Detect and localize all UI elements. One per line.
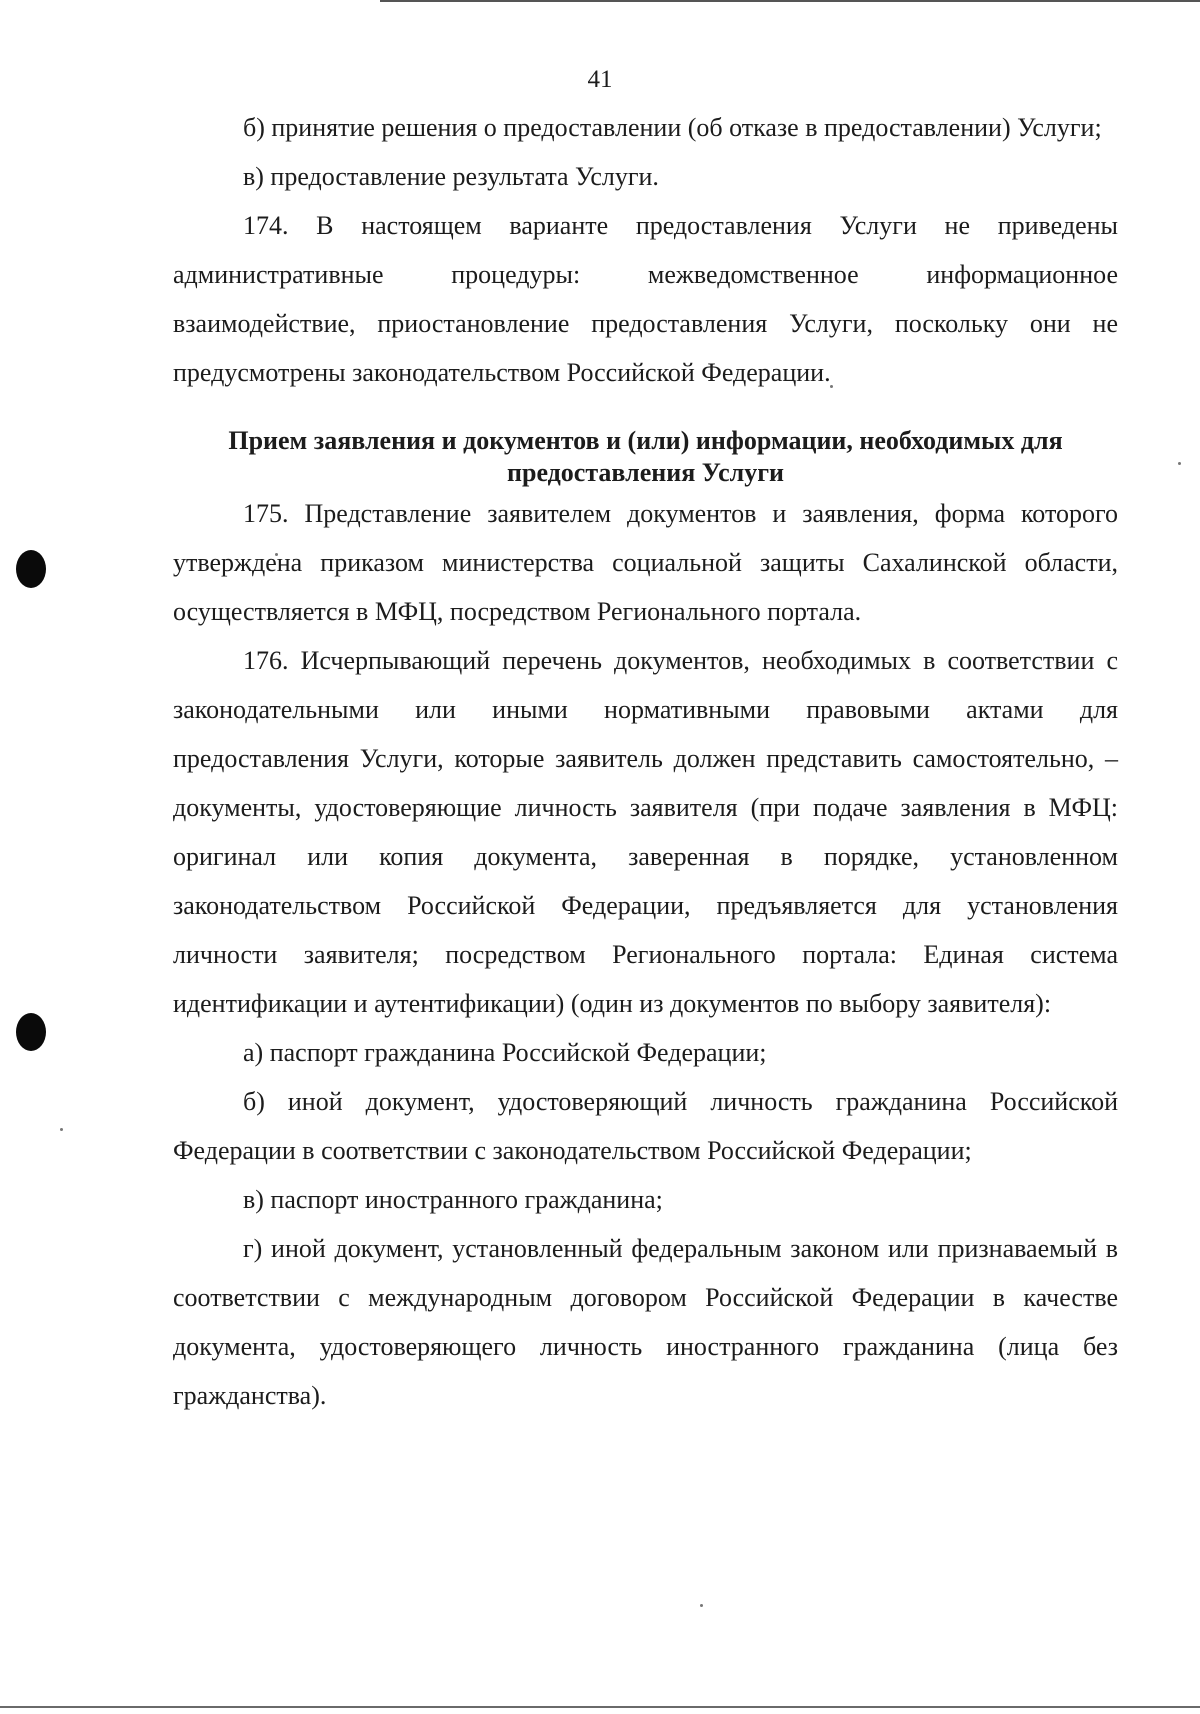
list-item: а) паспорт гражданина Российской Федерации; [243,1038,767,1067]
paragraph: 176. Исчерпывающий перечень документов, необходимых в соответствии с законодательными или иными нормативными правовыми актами для предоставления Услуги, которые заявитель должен представить самостоятельно, – документы, удостоверяющие личность заявителя (при подаче заявления в МФЦ: оригинал или копия документа, заверенная в порядке, установленном законодательством Российской Федерации, предъявляется для установления личности заявителя; посредством Регионального портала: Единая система идентификации и аутентификации) (один из документов по выбору заявителя): [173,646,1118,1018]
scan-edge-bottom [0,1706,1200,1708]
scan-speck [60,1128,63,1131]
scan-edge-top [380,0,1200,2]
section-heading-line: Прием заявления и документов и (или) информации, необходимых для [228,426,1063,455]
section-heading-line: предоставления Услуги [507,458,784,487]
scan-speck [700,1604,703,1607]
list-item: г) иной документ, установленный федеральным законом или признаваемый в соответствии с международным договором Российской Федерации в качестве документа, удостоверяющего личность иностранного гражданина (лица без гражданства). [173,1234,1118,1410]
list-item: б) иной документ, удостоверяющий личность гражданина Российской Федерации в соответствии с законодательством Российской Федерации; [173,1087,1118,1165]
page-number: 41 [587,66,613,93]
paragraph: 174. В настоящем варианте предоставления Услуги не приведены административные процедуры: межведомственное информационное взаимодействие, приостановление предоставления Услуги, поскольку они не предусмотрены законодательством Российской Федерации. [173,211,1118,387]
paragraph: б) принятие решения о предоставлении (об отказе в предоставлении) Услуги; [243,113,1102,142]
paragraph: 175. Представление заявителем документов и заявления, форма которого утверждена приказом министерства социальной защиты Сахалинской области, осуществляется в МФЦ, посредством Регионального портала. [173,499,1118,626]
punch-hole [16,550,46,588]
paragraph: в) предоставление результата Услуги. [243,162,659,191]
punch-hole [16,1013,46,1051]
section-heading [173,425,1118,489]
scan-speck [1178,462,1181,465]
document-body [173,103,1118,1420]
list-item: в) паспорт иностранного гражданина; [243,1185,663,1214]
